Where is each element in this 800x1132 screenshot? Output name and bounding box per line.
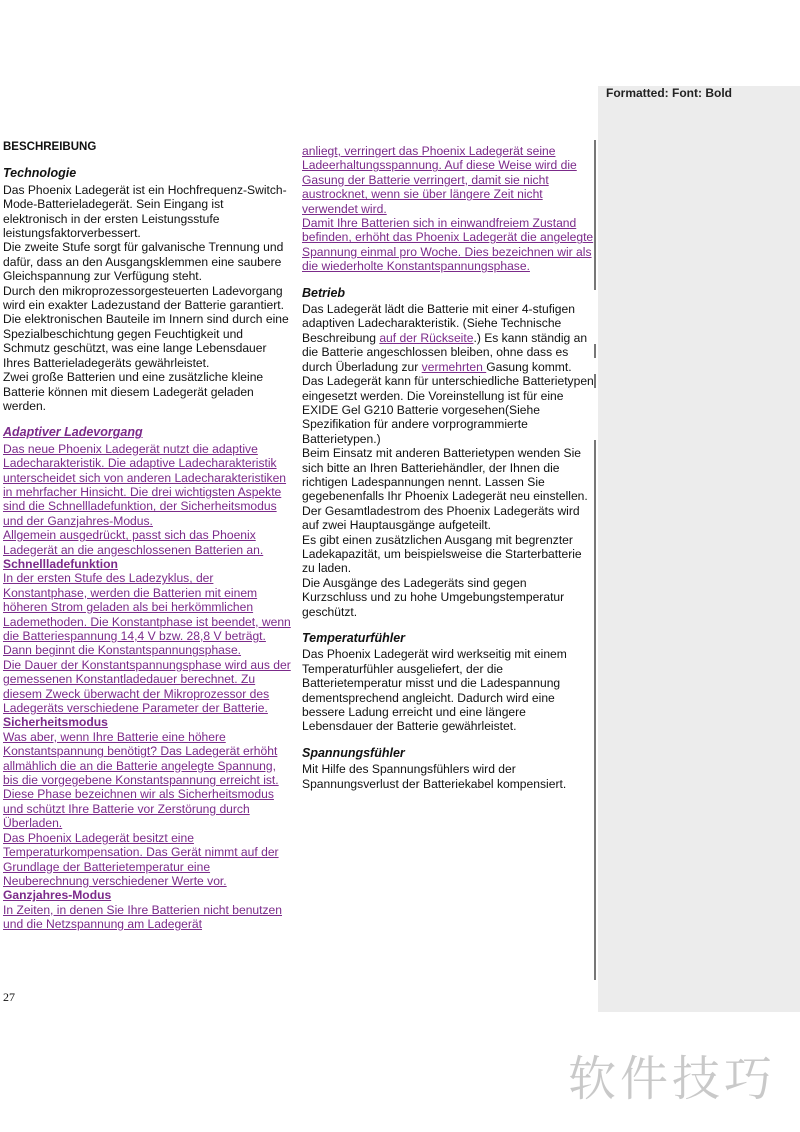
change-bar (594, 140, 596, 290)
paragraph: Die elektronischen Bauteile im Innern sind durch eine Spezialbeschichtung gegen Feuchtigkeit und Schmutz geschützt, was eine lange Lebensdauer Ihres Batterieladegeräts gewährleistet. (3, 312, 289, 370)
paragraph: Beim Einsatz mit anderen Batterietypen wenden Sie sich bitte an Ihren Batteriehändler, der Ihnen die richtigen Ladespannungen nennt. Lassen Sie gegebenenfalls Ihr Phoenix Ladegerät neu einstellen. (302, 446, 588, 504)
schnell-title: Schnellladefunktion (3, 556, 118, 571)
paragraph: Allgemein ausgedrückt, passt sich das Phoenix Ladegerät an die angeschlossenen Batterien an. (3, 528, 264, 557)
text: .) Es kann ständig an die Batterie angeschlossen bleiben, ohne dass es durch Überladung zur (302, 330, 588, 374)
temp-title: Temperaturfühler (302, 631, 406, 645)
paragraph: anliegt, verringert das Phoenix Ladegerät seine Ladeerhaltungsspannung. Auf diese Weise wird die Gasung der Batterie verringert, damit sie nicht austrocknet, wenn sie über längere Zeit nicht verwendet wird. (302, 144, 577, 216)
paragraph: Das Phoenix Ladegerät wird werkseitig mit einem Temperaturfühler ausgeliefert, der die Batterietemperatur misst und die Ladespannung dementsprechend angleicht. Dadurch wird eine bessere Ladung erreicht und eine längere Lebensdauer der Batterie gewährleistet. (302, 647, 567, 734)
adaptiv-title: Adaptiver Ladevorgang (3, 425, 143, 440)
betrieb-title: Betrieb (302, 285, 346, 300)
ganz-title: Ganzjahres-Modus (3, 888, 112, 903)
paragraph: Die zweite Stufe sorgt für galvanische Trennung und dafür, dass an den Ausgangsklemmen eine saubere Gleichspannung zur Verfügung steht. (3, 240, 284, 284)
paragraph: Mit Hilfe des Spannungsfühlers wird der Spannungsverlust der Batteriekabel kompensiert. (302, 762, 567, 791)
paragraph: Die Dauer der Konstantspannungsphase wird aus der gemessenen Konstantladedauer berechnet. Zu diesem Zweck überwacht der Mikroprozessor des Ladegeräts verschiedene Parameter der Batterie. (3, 657, 291, 716)
paragraph: Was aber, wenn Ihre Batterie eine höhere Konstantspannung benötigt? Das Ladegerät erhöht allmählich die an die Batterie angelegte Spannung, bis die vorgegebene Konstantspannung erreicht ist. Diese Phase bezeichnen wir als Sicherheitsmodus und schützt Ihre Batterie vor Zerstörung durch Überladen. (3, 729, 279, 831)
paragraph: In der ersten Stufe des Ladezyklus, der Konstantphase, werden die Batterien mit einem höheren Strom geladen als bei herkömmlichen Lademethoden. Die Konstantphase ist beendet, wenn die Batteriespannung 14,4 V bzw. 28,8 V beträgt. Dann beginnt die Konstantspannungsphase. (3, 571, 291, 658)
left-column (3, 140, 291, 932)
paragraph: Es gibt einen zusätzlichen Ausgang mit begrenzter Ladekapazität, um beispielsweise die Starterbatterie zu laden. (302, 532, 582, 576)
spann-title: Spannungsfühler (302, 745, 405, 760)
technologie-title: Technologie (3, 166, 77, 181)
paragraph: Das Phoenix Ladegerät ist ein Hochfrequenz-Switch-Mode-Batterieladegerät. Sein Eingang ist elektronisch in der ersten Leistungsstufe leistungsfaktorverbessert. (3, 182, 287, 241)
change-bar (594, 440, 596, 980)
paragraph: Der Gesamtladestrom des Phoenix Ladegeräts wird auf zwei Hauptausgänge aufgeteilt. (302, 503, 580, 533)
paragraph: Damit Ihre Batterien sich in einwandfreiem Zustand befinden, erhöht das Phoenix Ladegerät die angelegte Spannung einmal pro Woche. Dies bezeichnen wir als die wiederholte Konstantspannungsphase. (302, 216, 594, 274)
section-heading: BESCHREIBUNG (3, 141, 97, 153)
page-number: 27 (3, 990, 15, 1004)
comment-pane (598, 86, 800, 1012)
change-bar (594, 374, 596, 388)
text: Gasung kommt. (486, 359, 572, 374)
paragraph: Das Ladegerät kann für unterschiedliche Batterietypen eingesetzt werden. Die Voreinstellung ist für eine EXIDE Gel G210 Batterie vorgesehen(Siehe Spezifikation für andere vorprogrammierte Batterietypen.) (302, 374, 594, 446)
paragraph: In Zeiten, in denen Sie Ihre Batterien nicht benutzen und die Netzspannung am Ladegerät (3, 902, 283, 932)
comment-title: Formatted: Font: Bold (606, 86, 732, 100)
right-column (302, 144, 594, 791)
paragraph: Durch den mikroprozessorgesteuerten Ladevorgang wird ein exakter Ladezustand der Batterie garantiert. (3, 283, 285, 313)
sicher-title: Sicherheitsmodus (3, 715, 108, 730)
revision-link[interactable]: vermehrten (421, 359, 487, 374)
paragraph: Zwei große Batterien und eine zusätzliche kleine Batterie können mit diesem Ladegerät geladen werden. (3, 370, 264, 413)
watermark: 软件技巧 (568, 1051, 777, 1107)
paragraph: Das neue Phoenix Ladegerät nutzt die adaptive Ladecharakteristik. Die adaptive Ladecharakteristik unterscheidet sich von anderen Ladecharakteristiken in mehrfacher Hinsicht. Die drei wichtigsten Aspekte sind die Schnellladefunktion, der Sicherheitsmodus und der Ganzjahres-Modus. (3, 441, 287, 528)
revision-link[interactable]: auf der Rückseite (379, 330, 474, 345)
change-bar (594, 344, 596, 358)
paragraph: Das Phoenix Ladegerät besitzt eine Temperaturkompensation. Das Gerät nimmt auf der Grundlage der Batterietemperatur eine Neuberechnung verschiedener Werte vor. (3, 830, 279, 888)
paragraph (302, 302, 594, 374)
text: Das Ladegerät lädt die Batterie mit einer 4-stufigen adaptiven Ladecharakteristik. (Siehe Technische Beschreibung (302, 302, 575, 345)
paragraph: Die Ausgänge des Ladegeräts sind gegen Kurzschluss und zu hohe Umgebungstemperatur geschützt. (302, 575, 565, 619)
